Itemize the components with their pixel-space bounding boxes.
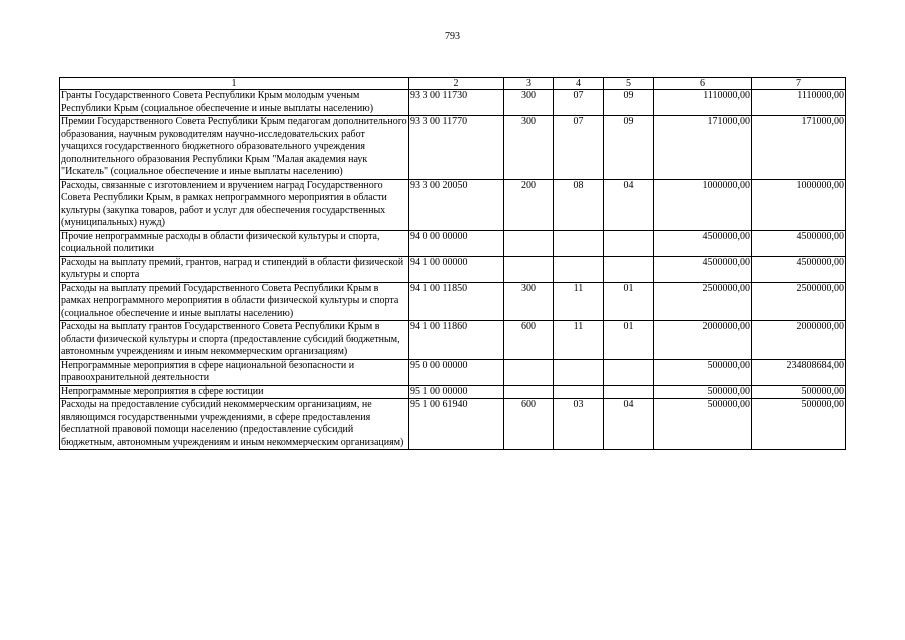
row-amount-1: 2000000,00 (654, 321, 752, 360)
row-type (504, 256, 554, 282)
row-code: 93 3 00 11730 (409, 90, 504, 116)
row-amount-1: 500000,00 (654, 359, 752, 385)
row-amount-1: 500000,00 (654, 385, 752, 399)
table-row (60, 179, 846, 230)
row-section (554, 385, 604, 399)
page-number: 793 (445, 31, 460, 42)
row-name: Расходы, связанные с изготовлением и вручением наград Государственного Совета Республики Крым, в рамках непрограммного мероприятия в области культуры (закупка товаров, работ и услуг для обеспечения государственных (муниципальных) нужд) (60, 179, 409, 230)
row-name: Гранты Государственного Совета Республики Крым молодым ученым Республики Крым (социальное обеспечение и иные выплаты населению) (60, 90, 409, 116)
row-name: Непрограммные мероприятия в сфере юстиции (60, 385, 409, 399)
row-amount-2: 4500000,00 (752, 230, 846, 256)
row-name: Расходы на выплату грантов Государственного Совета Республики Крым в области физической культуры и спорта (предоставление субсидий бюджетным, автономным учреждениям и иным некоммерческим организациям) (60, 321, 409, 360)
row-amount-2: 1110000,00 (752, 90, 846, 116)
row-code: 94 1 00 11850 (409, 282, 504, 321)
row-section (554, 230, 604, 256)
column-header-5: 5 (604, 78, 654, 90)
row-amount-2: 1000000,00 (752, 179, 846, 230)
row-name: Расходы на выплату премий, грантов, наград и стипендий в области физической культуры и спорта (60, 256, 409, 282)
row-subsection (604, 385, 654, 399)
row-section (554, 359, 604, 385)
row-code: 94 1 00 11860 (409, 321, 504, 360)
row-amount-2: 500000,00 (752, 385, 846, 399)
column-header-6: 6 (654, 78, 752, 90)
row-subsection: 01 (604, 321, 654, 360)
row-amount-2: 2500000,00 (752, 282, 846, 321)
row-subsection: 09 (604, 90, 654, 116)
row-subsection: 04 (604, 399, 654, 450)
row-amount-1: 1110000,00 (654, 90, 752, 116)
column-header-1: 1 (60, 78, 409, 90)
row-code: 95 1 00 00000 (409, 385, 504, 399)
row-amount-1: 4500000,00 (654, 256, 752, 282)
row-code: 94 1 00 00000 (409, 256, 504, 282)
budget-table (59, 77, 846, 450)
column-header-7: 7 (752, 78, 846, 90)
row-amount-1: 1000000,00 (654, 179, 752, 230)
row-amount-1: 171000,00 (654, 116, 752, 180)
row-name: Расходы на выплату премий Государственного Совета Республики Крым в рамках непрограммного мероприятия в области физической культуры и спорта (социальное обеспечение и иные выплаты населению) (60, 282, 409, 321)
row-amount-2: 2000000,00 (752, 321, 846, 360)
row-amount-2: 500000,00 (752, 399, 846, 450)
row-section: 11 (554, 321, 604, 360)
row-amount-2: 234808684,00 (752, 359, 846, 385)
row-amount-1: 2500000,00 (654, 282, 752, 321)
row-section (554, 256, 604, 282)
row-section: 08 (554, 179, 604, 230)
row-name: Премии Государственного Совета Республики Крым педагогам дополнительного образования, научным руководителям научно-исследовательских работ учащихся государственного бюджетного образовательного учреждения дополнительного образования Республики Крым "Малая академия наук "Искатель" (социальное обеспечение и иные выплаты населению) (61, 116, 407, 177)
row-type: 300 (504, 116, 554, 180)
row-amount-1: 500000,00 (654, 399, 752, 450)
column-header-4: 4 (554, 78, 604, 90)
row-type: 200 (504, 179, 554, 230)
column-header-2: 2 (409, 78, 504, 90)
row-subsection (604, 256, 654, 282)
row-amount-2: 171000,00 (752, 116, 846, 180)
row-code: 93 3 00 20050 (409, 179, 504, 230)
table-row (60, 321, 846, 360)
row-amount-2: 4500000,00 (752, 256, 846, 282)
row-code: 95 0 00 00000 (409, 359, 504, 385)
column-header-3: 3 (504, 78, 554, 90)
row-section: 07 (554, 90, 604, 116)
table-row (60, 230, 846, 256)
table-row (60, 90, 846, 116)
row-subsection: 04 (604, 179, 654, 230)
row-section: 03 (554, 399, 604, 450)
row-type: 600 (504, 321, 554, 360)
table-row (60, 385, 846, 399)
row-type (504, 359, 554, 385)
row-subsection: 01 (604, 282, 654, 321)
row-name: Расходы на предоставление субсидий некоммерческим организациям, не являющимся государственными учреждениями, в сфере предоставления бесплатной правовой помощи населению (предоставление субсидий бюджетным, автономным учреждениям и иным некоммерческим организациям) (60, 399, 409, 450)
table-row (60, 256, 846, 282)
row-amount-1: 4500000,00 (654, 230, 752, 256)
row-type: 300 (504, 282, 554, 321)
column-number-row (60, 78, 846, 90)
row-name: Прочие непрограммные расходы в области физической культуры и спорта, социальной политики (60, 230, 409, 256)
row-subsection: 09 (604, 116, 654, 180)
row-section: 07 (554, 116, 604, 180)
row-code: 94 0 00 00000 (409, 230, 504, 256)
row-subsection (604, 359, 654, 385)
table-row (60, 359, 846, 385)
row-type: 300 (504, 90, 554, 116)
row-type (504, 230, 554, 256)
table-row (60, 282, 846, 321)
row-name: Непрограммные мероприятия в сфере национальной безопасности и правоохранительной деятельности (60, 359, 409, 385)
row-code: 95 1 00 61940 (409, 399, 504, 450)
row-type: 600 (504, 399, 554, 450)
table-row (60, 116, 846, 180)
row-type (504, 385, 554, 399)
table-row (60, 399, 846, 450)
row-section: 11 (554, 282, 604, 321)
row-code: 93 3 00 11770 (409, 116, 504, 180)
row-subsection (604, 230, 654, 256)
